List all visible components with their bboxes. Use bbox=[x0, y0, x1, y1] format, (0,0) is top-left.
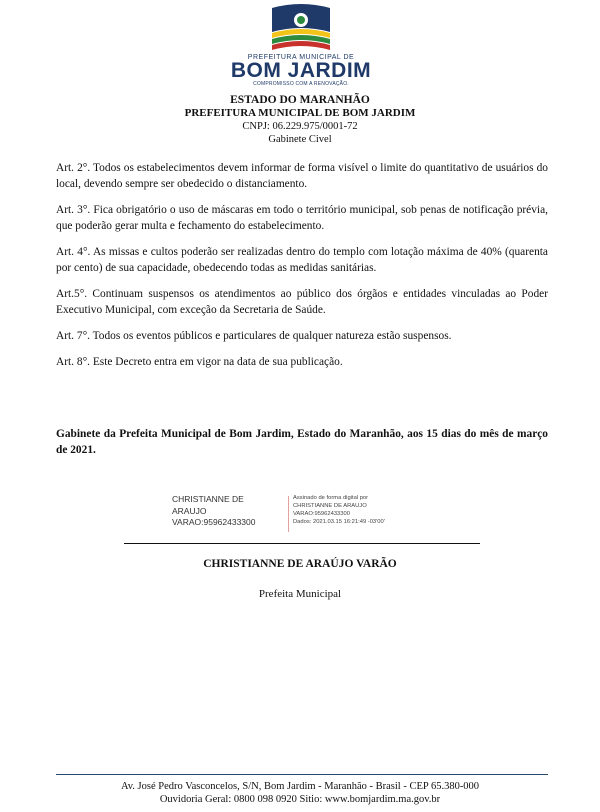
cabinet-line: Gabinete Civel bbox=[268, 134, 332, 145]
article-4: Art. 4°. As missas e cultos poderão ser realizadas dentro do templo com lotação máxima de 40% (quarenta por cento) de sua capacidade, obedecendo todas as medidas sanitárias. bbox=[56, 246, 548, 274]
closing-statement: Gabinete da Prefeita Municipal de Bom Jardim, Estado do Maranhão, aos 15 dias do mês de março de 2021. bbox=[56, 428, 548, 456]
footer-address: Av. José Pedro Vasconcelos, S/N, Bom Jardim - Maranhão - Brasil - CEP 65.380-000 bbox=[120, 781, 480, 792]
footer-contact: Ouvidoria Geral: 0800 098 0920 Sitio: www.bomjardim.ma.gov.br bbox=[159, 794, 441, 805]
signer-role: Prefeita Municipal bbox=[258, 588, 342, 600]
signature-signer bbox=[172, 494, 284, 529]
article-3: Art. 3°. Fica obrigatório o uso de máscaras em todo o território municipal, sob penas de notificação prévia, que poderão gerar multa e fechamento do estabelecimento. bbox=[56, 204, 548, 232]
signature-details bbox=[293, 494, 473, 526]
decree-articles bbox=[56, 160, 548, 380]
article-5: Art.5°. Continuam suspensos os atendimentos ao público dos órgãos e entidades vinculadas ao Poder Executivo Municipal, com exceção da Secretaria de Saúde. bbox=[56, 288, 548, 316]
article-7: Art. 7°. Todos os eventos públicos e particulares de qualquer natureza estão suspensos. bbox=[56, 330, 452, 342]
logo-slogan: COMPROMISSO COM A RENOVAÇÃO. bbox=[253, 81, 349, 87]
signer-line: CHRISTIANNE DE bbox=[172, 494, 244, 504]
digital-signature bbox=[172, 494, 472, 534]
signer-name: CHRISTIANNE DE ARAÚJO VARÃO bbox=[203, 558, 397, 570]
cnpj-line: CNPJ: 06.229.975/0001-72 bbox=[242, 121, 358, 132]
article-2: Art. 2°. Todos os estabelecimentos devem informar de forma visível o limite do quantitativo de usuários do local, devendo sempre ser obedecido o distanciamento. bbox=[56, 162, 548, 190]
logo-city-name: BOM JARDIM bbox=[230, 59, 372, 82]
document-header bbox=[0, 94, 600, 146]
municipal-logo bbox=[226, 2, 376, 94]
article-8: Art. 8°. Este Decreto entra em vigor na data de sua publicação. bbox=[56, 356, 343, 368]
logo-prefeitura-label: PREFEITURA MUNICIPAL DE bbox=[247, 54, 355, 61]
signature-detail-line: Assinado de forma digital por bbox=[293, 495, 369, 501]
signature-detail-line: VARAO:95962433300 bbox=[293, 511, 350, 517]
signature-divider bbox=[288, 496, 289, 532]
page-footer bbox=[0, 780, 600, 806]
signature-detail-line: CHRISTIANNE DE ARAUJO bbox=[293, 503, 367, 509]
footer-divider bbox=[56, 774, 548, 775]
signer-line: ARAUJO bbox=[172, 505, 207, 516]
signature-line bbox=[124, 543, 480, 544]
prefeitura-title: PREFEITURA MUNICIPAL DE BOM JARDIM bbox=[184, 107, 416, 119]
signature-detail-line: Dados: 2021.03.15 16:21:49 -03'00' bbox=[293, 519, 385, 525]
state-title: ESTADO DO MARANHÃO bbox=[230, 94, 370, 106]
flag-emblem-icon bbox=[266, 2, 336, 52]
signer-line: VARAO:95962433300 bbox=[172, 517, 256, 527]
